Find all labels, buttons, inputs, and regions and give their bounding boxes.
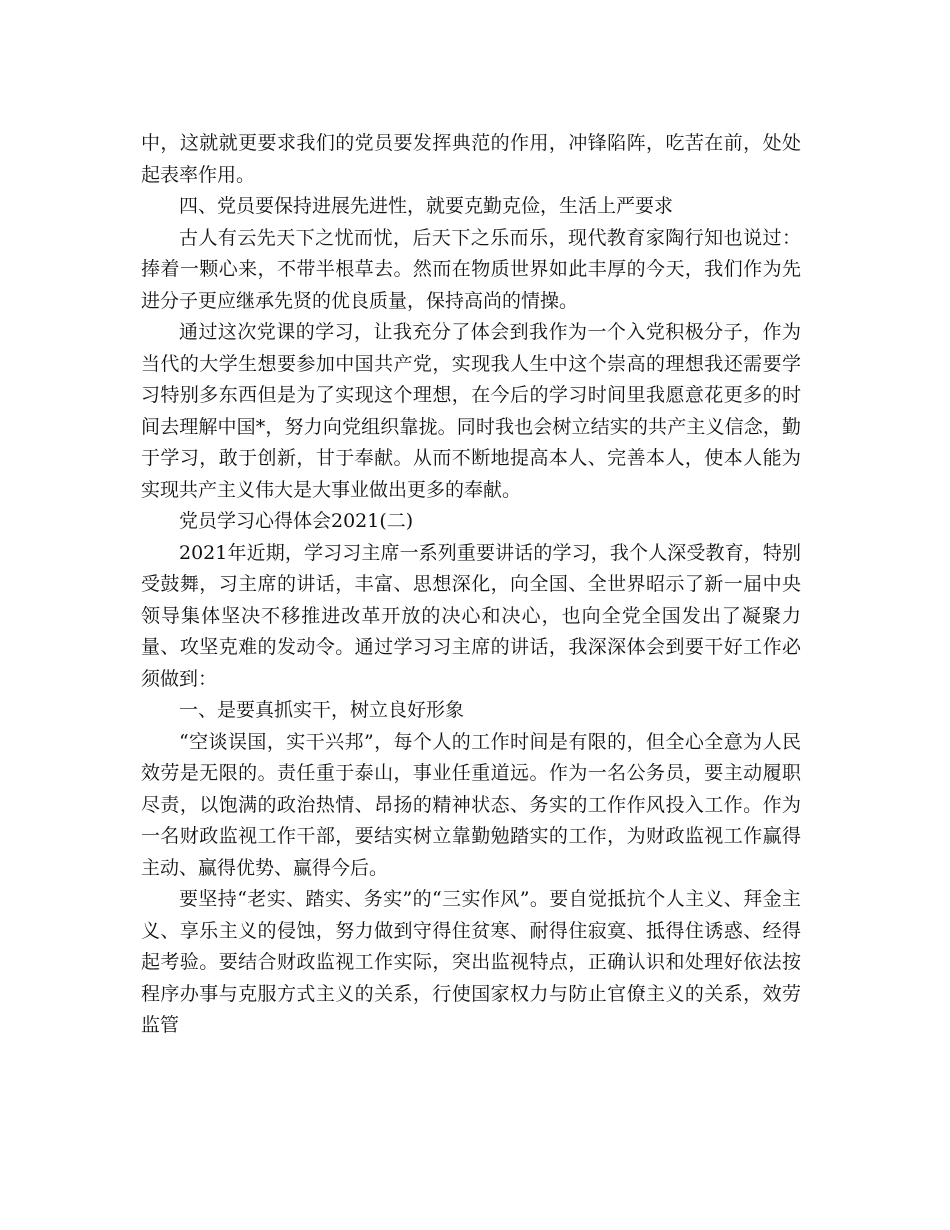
section-heading-4: 四、党员要保持进展先进性，就要克勤克俭，生活上严要求 bbox=[179, 195, 674, 217]
article-title-2: 党员学习心得体会2021(二) bbox=[179, 510, 414, 532]
paragraph-6: 要坚持“老实、踏实、务实”的“三实作风”。要自觉抵抗个人主义、拜金主义、享乐主义的侵蚀，努力做到守得住贫寒、耐得住寂寞、抵得住诱惑、经得起考验。要结合财政监视工作实际，突出监视特点，正确认识和处理好依法按程序办事与克服方式主义的关系，行使国家权力与防止官僚主义的关系，效劳监管 bbox=[141, 888, 801, 1036]
paragraph-2: 古人有云先天下之忧而忧，后天下之乐而乐，现代教育家陶行知也说过：捧着一颗心来，不带半根草去。然而在物质世界如此丰厚的今天，我们作为先进分子更应继承先贤的优良质量，保持高尚的情操。 bbox=[141, 226, 801, 312]
paragraph-1: 中，这就就更要求我们的党员要发挥典范的作用，冲锋陷阵，吃苦在前，处处起表率作用。 bbox=[141, 132, 801, 186]
paragraph-3: 通过这次党课的学习，让我充分了体会到我作为一个入党积极分子，作为当代的大学生想要参加中国共产党，实现我人生中这个崇高的理想我还需要学习特别多东西但是为了实现这个理想，在今后的学习时间里我愿意花更多的时间去理解中国*，努力向党组织靠拢。同时我也会树立结实的共产主义信念，勤于学习，敢于创新，甘于奉献。从而不断地提高本人、完善本人，使本人能为实现共产主义伟大是大事业做出更多的奉献。 bbox=[141, 321, 801, 501]
paragraph-5: “空谈误国，实干兴邦”，每个人的工作时间是有限的，但全心全意为人民效劳是无限的。责任重于泰山，事业任重道远。作为一名公务员，要主动履职尽责，以饱满的政治热情、昂扬的精神状态、务实的工作作风投入工作。作为一名财政监视工作干部，要结实树立靠勤勉踏实的工作，为财政监视工作赢得主动、赢得优势、赢得今后。 bbox=[141, 730, 801, 879]
paragraph-4: 2021年近期，学习习主席一系列重要讲话的学习，我个人深受教育，特别受鼓舞，习主席的讲话，丰富、思想深化，向全国、全世界昭示了新一届中央领导集体坚决不移推进改革开放的决心和决心，也向全党全国发出了凝聚力量、攻坚克难的发动令。通过学习习主席的讲话，我深深体会到要干好工作必须做到： bbox=[141, 541, 801, 690]
section-heading-1: 一、是要真抓实干，树立良好形象 bbox=[179, 699, 465, 721]
document-body bbox=[141, 128, 801, 1042]
